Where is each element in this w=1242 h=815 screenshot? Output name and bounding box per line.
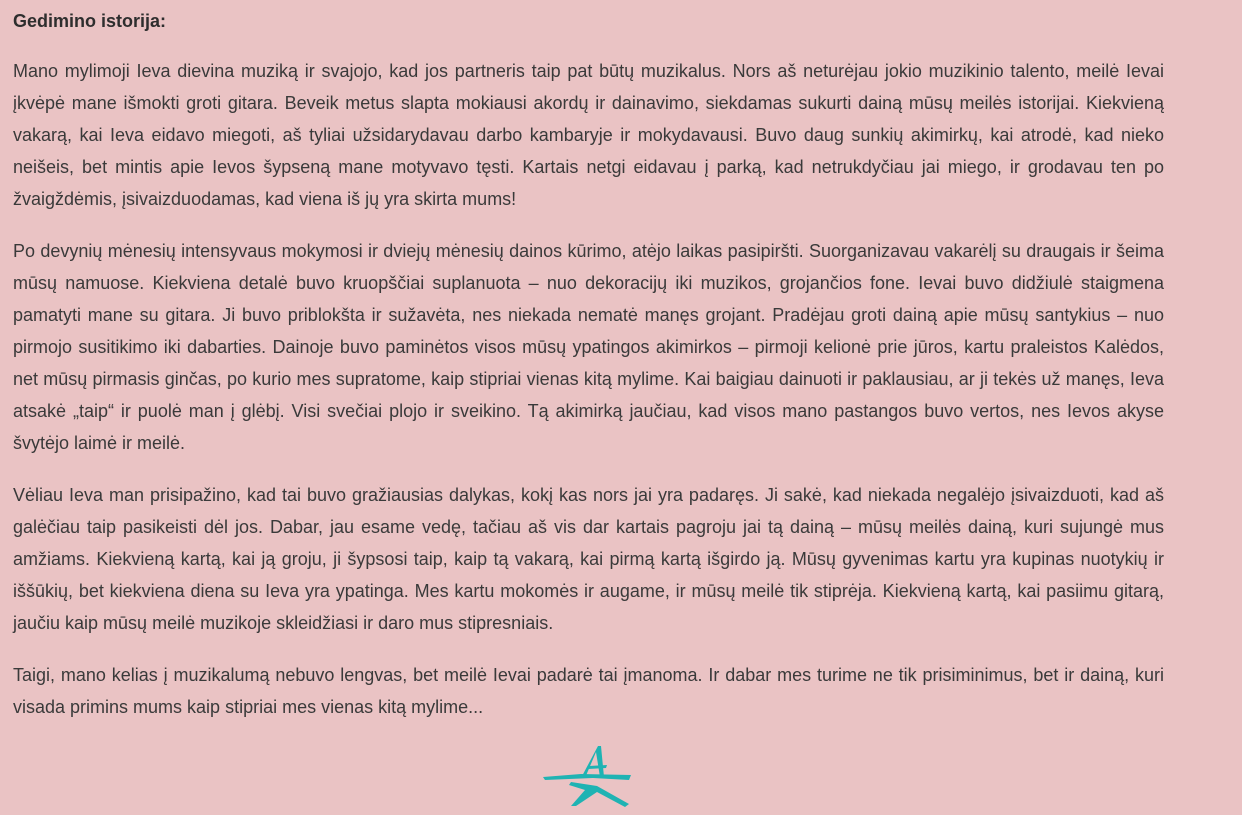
story-paragraph-4: Taigi, mano kelias į muzikalumą nebuvo lengvas, bet meilė Ievai padarė tai įmanoma. Ir dabar mes turime ne tik prisiminimus, bet ir dainą, kuri visada primins mums kaip stipriai mes vienas kitą mylime...: [13, 665, 1164, 717]
story-paragraph-3: Vėliau Ieva man prisipažino, kad tai buvo gražiausias dalykas, kokį kas nors jai yra padaręs. Ji sakė, kad niekada negalėjo įsivaizduoti, kad aš galėčiau taip pasikeisti dėl jos. Dabar, jau esame vedę, tačiau aš vis dar kartais pagroju jai tą dainą – mūsų meilės dainą, kuri sujungė mus amžiams. Kiekvieną kartą, kai ją groju, ji šypsosi taip, kaip tą vakarą, kai pirmą kartą išgirdo ją. Mūsų gyvenimas kartu yra kupinas nuotykių ir iššūkių, bet kiekviena diena su Ieva yra ypatinga. Mes kartu mokomės ir augame, ir mūsų meilė tik stiprėja. Kiekvieną kartą, kai pasiimu gitarą, jaučiu kaip mūsų meilė muzikoje skleidžiasi ir daro mus stipresniais.: [13, 485, 1164, 633]
story-section: [13, 5, 1164, 743]
story-title: Gedimino istorija:: [13, 11, 167, 31]
star-logo-icon: [541, 744, 635, 810]
story-paragraph-1: Mano mylimoji Ieva dievina muziką ir svajojo, kad jos partneris taip pat būtų muzikalus. Nors aš neturėjau jokio muzikinio talento, meilė Ievai įkvėpė mane išmokti groti gitara. Beveik metus slapta mokiausi akordų ir dainavimo, siekdamas sukurti dainą mūsų meilės istorijai. Kiekvieną vakarą, kai Ieva eidavo miegoti, aš tyliai užsidarydavau darbo kambaryje ir mokydavausi. Buvo daug sunkių akimirkų, kai atrodė, kad nieko neišeis, bet mintis apie Ievos šypseną mane motyvavo tęsti. Kartais netgi eidavau į parką, kad netrukdyčiau jai miego, ir grodavau ten po žvaigždėmis, įsivaizduodamas, kad viena iš jų yra skirta mums!: [13, 61, 1164, 209]
story-paragraph-2: Po devynių mėnesių intensyvaus mokymosi ir dviejų mėnesių dainos kūrimo, atėjo laikas pasipiršti. Suorganizavau vakarėlį su draugais ir šeima mūsų namuose. Kiekviena detalė buvo kruopščiai suplanuota – nuo dekoracijų iki muzikos, grojančios fone. Ievai buvo didžiulė staigmena pamatyti mane su gitara. Ji buvo priblokšta ir sužavėta, nes niekada nematė manęs grojant. Pradėjau groti dainą apie mūsų santykius – nuo pirmojo susitikimo iki dabarties. Dainoje buvo paminėtos visos mūsų ypatingos akimirkos – pirmoji kelionė prie jūros, kartu praleistos Kalėdos, net mūsų pirmasis ginčas, po kurio mes supratome, kaip stipriai vienas kitą mylime. Kai baigiau dainuoti ir paklausiau, ar ji tekės už manęs, Ieva atsakė „taip“ ir puolė man į glėbį. Visi svečiai plojo ir sveikino. Tą akimirką jaučiau, kad visos mano pastangos buvo vertos, nes Ievos akyse švytėjo laimė ir meilė.: [13, 241, 1164, 453]
